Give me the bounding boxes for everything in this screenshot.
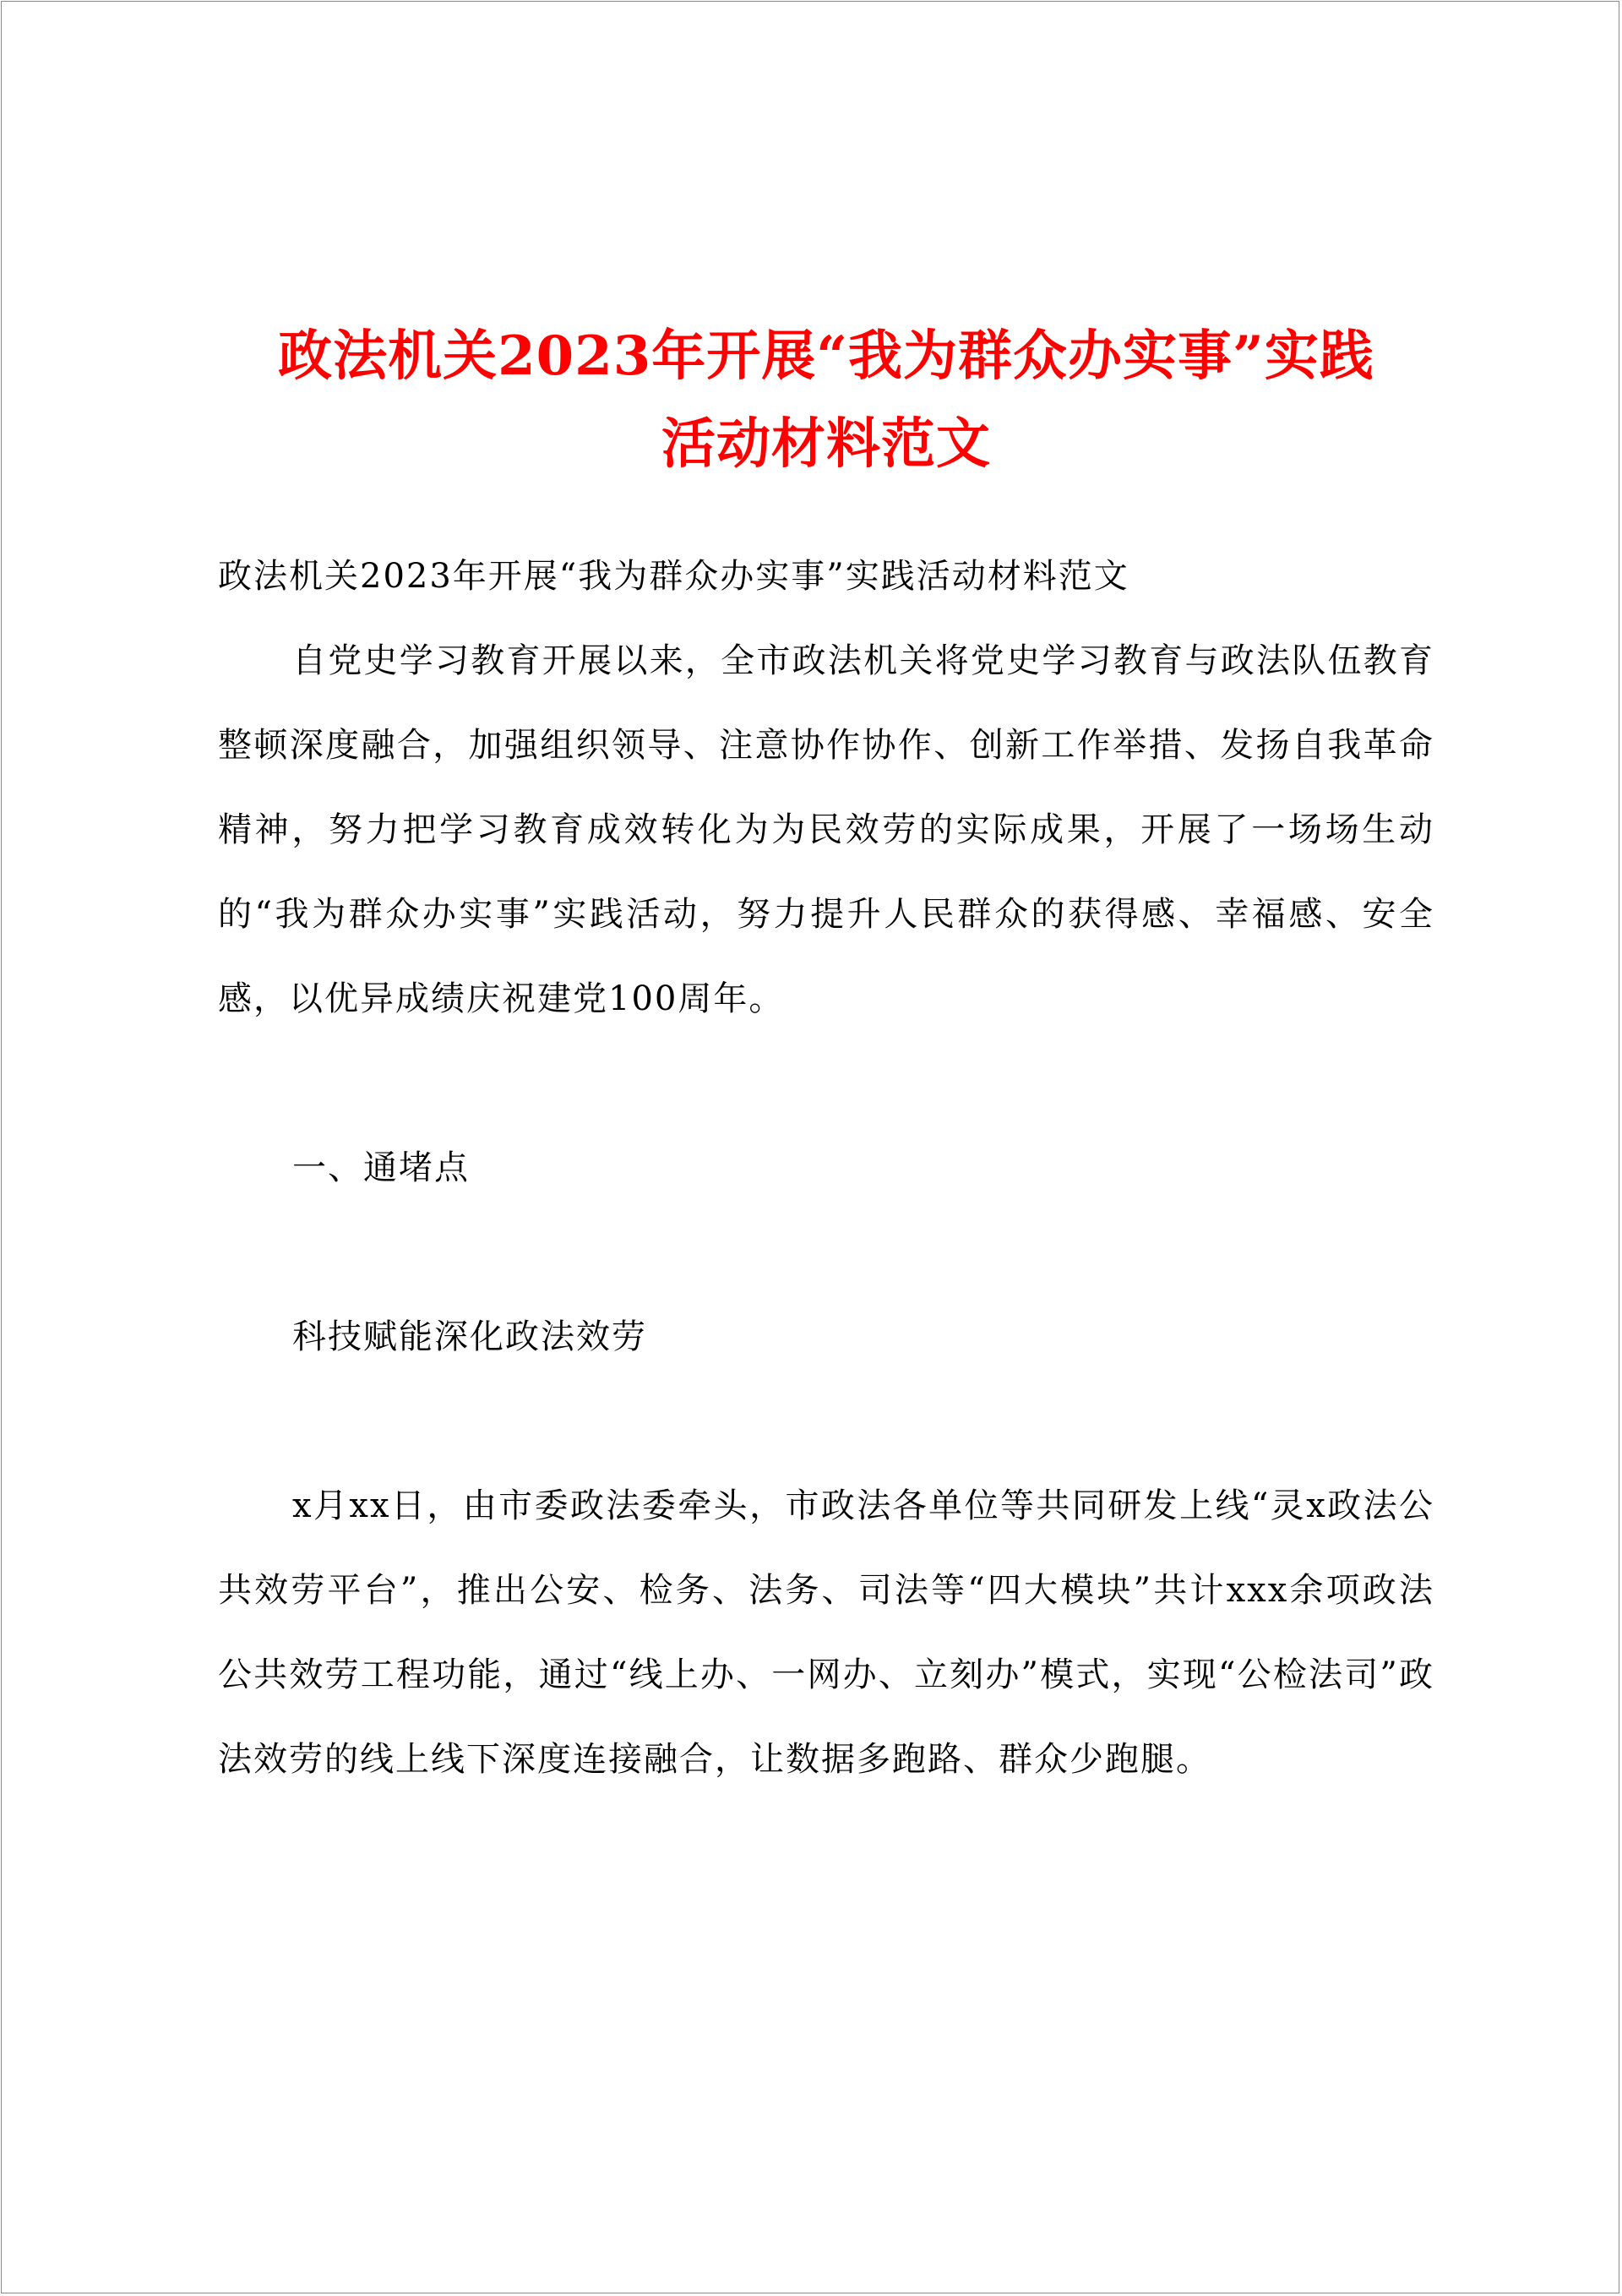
intro-paragraph: 自党史学习教育开展以来，全市政法机关将党史学习教育与政法队伍教育整顿深度融合，加强组织领导、注意协作协作、创新工作举措、发扬自我革命精神，努力把学习教育成效转化为为民效劳的实际成果，开展了一场场生动的“我为群众办实事”实践活动，努力提升人民群众的获得感、幸福感、安全感，以优异成绩庆祝建党100周年。 — [218, 641, 1434, 1018]
title-line-1: 政法机关2023年开展“我为群众办实事”实践 — [278, 324, 1374, 388]
title-line-2: 活动材料范文 — [661, 412, 991, 476]
section-heading: 一、通堵点 — [292, 1148, 470, 1187]
document-subtitle: 政法机关2023年开展“我为群众办实事”实践活动材料范文 — [218, 557, 1129, 596]
document-body — [218, 313, 1434, 1802]
section-subheading: 科技赋能深化政法效劳 — [292, 1317, 647, 1356]
section-paragraph: x月xx日，由市委政法委牵头，市政法各单位等共同研发上线“灵x政法公共效劳平台”，推出公安、检务、法务、司法等“四大模块”共计xxx余项政法公共效劳工程功能，通过“线上办、一网办、立刻办”模式，实现“公检法司”政法效劳的线上线下深度连接融合，让数据多跑路、群众少跑腿。 — [218, 1486, 1434, 1779]
document-title — [218, 313, 1434, 488]
